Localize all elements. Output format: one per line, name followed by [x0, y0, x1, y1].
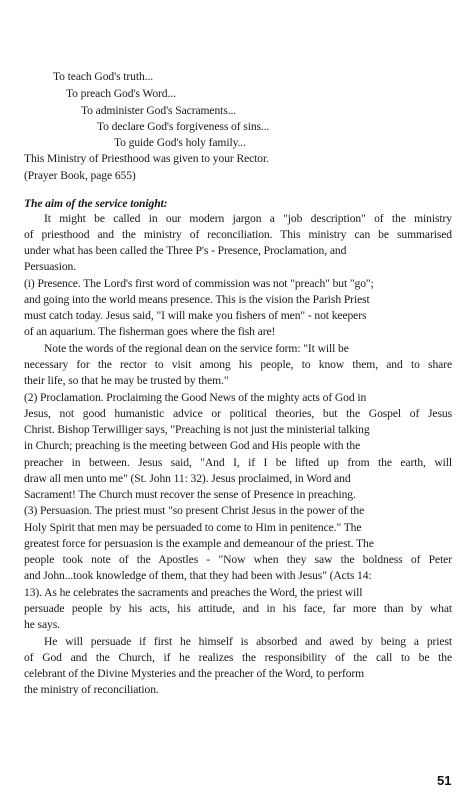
body-line: people took note of the Apostles - "Now when they saw the boldness of Peter	[24, 553, 452, 566]
body-line: Note the words of the regional dean on the service form: "It will be	[44, 342, 349, 355]
intro-line-2: To preach God's Word...	[66, 87, 176, 100]
body-line: (3) Persuasion. The priest must "so present Christ Jesus in the power of the	[24, 504, 365, 517]
body-line: 13). As he celebrates the sacraments and preaches the Word, the priest will	[24, 586, 363, 599]
body-line: Christ. Bishop Terwilliger says, "Preaching is not just the ministerial talking	[24, 423, 370, 436]
body-line: Jesus, not good humanistic advice or political theories, but the Gospel of Jesus	[24, 407, 452, 420]
intro-line-1: To teach God's truth...	[53, 70, 154, 83]
body-line: must catch today. Jesus said, "I will make you fishers of men" - not keepers	[24, 309, 367, 322]
body-line: celebrant of the Divine Mysteries and the preacher of the Word, to perform	[24, 667, 365, 680]
body-line: necessary for the rector to visit among his people, to know them, and to share	[24, 358, 452, 371]
body-line: their life, so that he may be trusted by them."	[24, 374, 229, 387]
body-line: Persuasion.	[24, 260, 77, 273]
body-line: preacher in between. Jesus said, "And I, if I be lifted up from the earth, will	[24, 456, 452, 469]
body-line: he says.	[24, 618, 60, 631]
body-line: persuade people by his acts, his attitude, and in his face, far more than by what	[24, 602, 452, 615]
body-line: of an aquarium. The fisherman goes where the fish are!	[24, 325, 276, 338]
body-line: and John...took knowledge of them, that they had been with Jesus" (Acts 14:	[24, 569, 372, 582]
body-line: It might be called in our modern jargon a "job description" of the ministry	[44, 212, 452, 225]
body-line: the ministry of reconciliation.	[24, 683, 159, 696]
section-heading: The aim of the service tonight:	[24, 197, 168, 210]
body-line: in Church; preaching is the meeting between God and His people with the	[24, 439, 361, 452]
body-line: greatest force for persuasion is the example and demeanour of the priest. The	[24, 537, 374, 550]
body-line: (i) Presence. The Lord's first word of commission was not "preach" but "go";	[24, 277, 374, 290]
body-line: Holy Spirit that men may be persuaded to come to Him in penitence." The	[24, 521, 362, 534]
body-line: of priesthood and the ministry of reconciliation. This ministry can be summarised	[24, 228, 452, 241]
intro-line-7: (Prayer Book, page 655)	[24, 169, 136, 182]
page-number: 51	[437, 773, 452, 788]
body-line: of God and the Church, if he realizes the responsibility of the call to be the	[24, 651, 452, 664]
body-line: He will persuade if first he himself is absorbed and awed by being a priest	[44, 635, 452, 648]
body-line: (2) Proclamation. Proclaiming the Good News of the mighty acts of God in	[24, 391, 367, 404]
body-line: and going into the world means presence. This is the vision the Parish Priest	[24, 293, 370, 306]
body-line: under what has been called the Three P's - Presence, Proclamation, and	[24, 244, 347, 257]
body-line: draw all men unto me" (St. John 11: 32). Jesus proclaimed, in Word and	[24, 472, 351, 485]
intro-line-3: To administer God's Sacraments...	[81, 104, 237, 117]
body-line: Sacrament! The Church must recover the sense of Presence in preaching.	[24, 488, 356, 501]
intro-line-4: To declare God's forgiveness of sins...	[97, 120, 270, 133]
intro-line-5: To guide God's holy family...	[114, 136, 246, 149]
intro-line-6: This Ministry of Priesthood was given to your Rector.	[24, 152, 269, 165]
